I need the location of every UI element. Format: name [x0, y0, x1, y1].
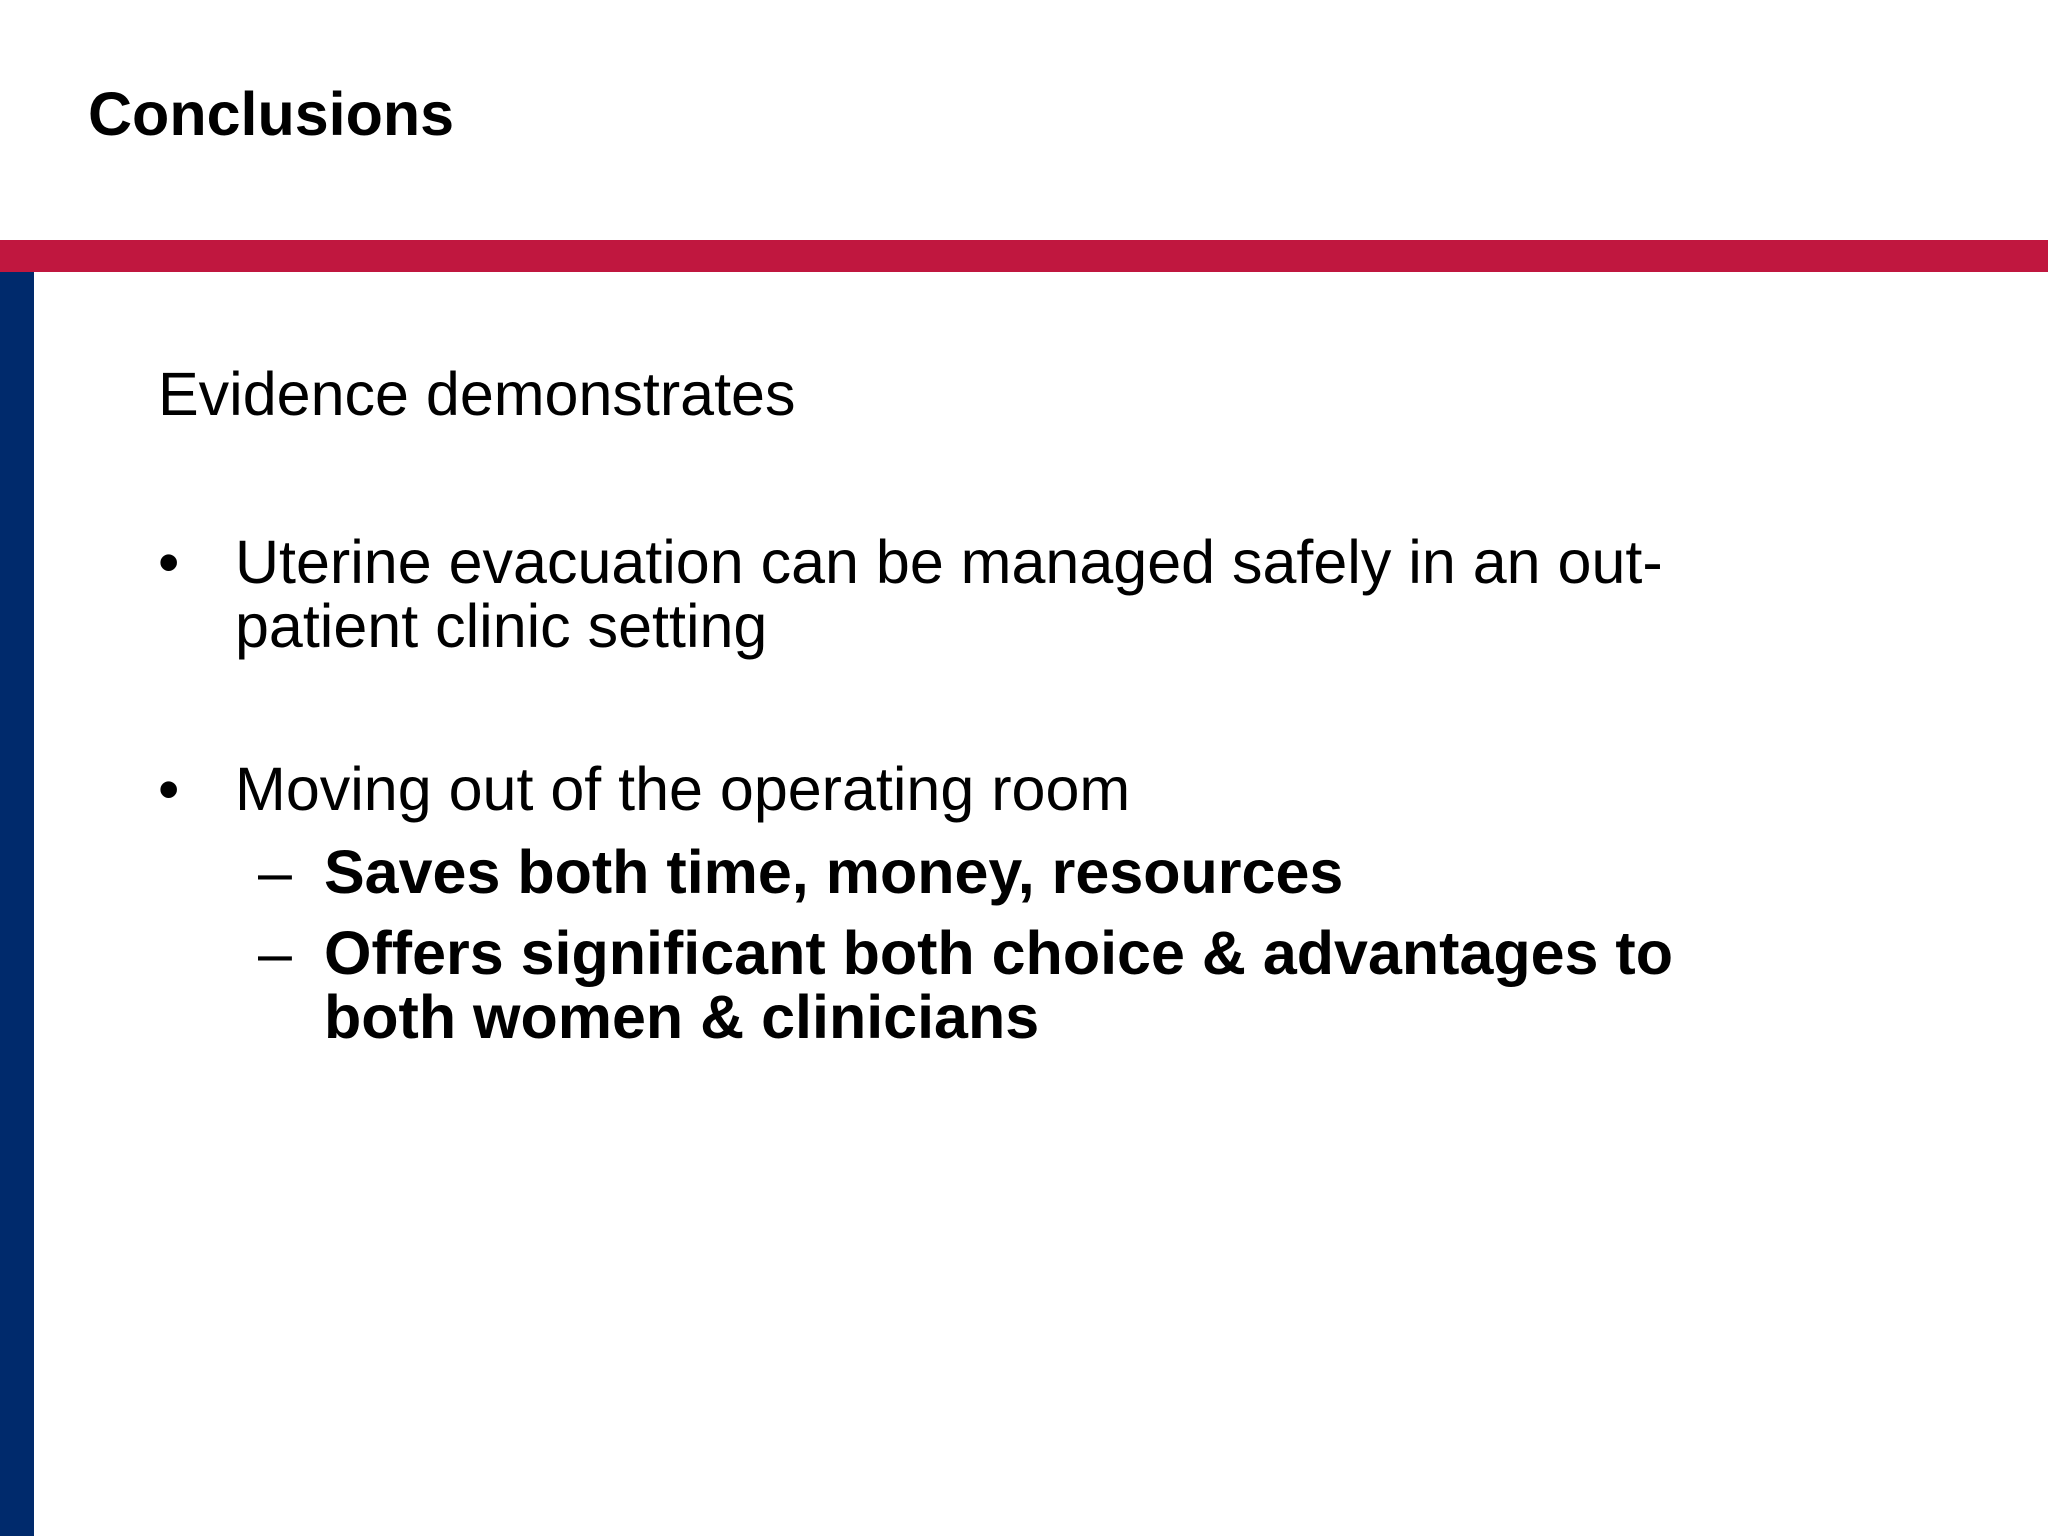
bullet-marker: •	[158, 528, 180, 596]
dash-marker: –	[258, 838, 292, 906]
sub-item-text	[324, 921, 1924, 1049]
slide-title: Conclusions	[88, 80, 455, 148]
sub-item-2	[258, 921, 1918, 1049]
bullet-text-line-2: patient clinic setting	[235, 592, 768, 660]
sub-item-1	[258, 840, 1918, 904]
bullet-text-line-1: Uterine evacuation can be managed safely in an out-	[235, 528, 1663, 596]
sub-item-text: Saves both time, money, resources	[324, 838, 1344, 906]
bullet-text	[235, 530, 1915, 658]
dash-marker: –	[258, 919, 292, 987]
bullet-text: Moving out of the operating room	[235, 755, 1131, 823]
bullet-item-2	[158, 757, 1918, 821]
bullet-marker: •	[158, 755, 180, 823]
sub-item-text-line-2: both women & clinicians	[324, 983, 1040, 1051]
sub-item-text-line-1: Offers significant both choice & advantages to	[324, 919, 1673, 987]
intro-text: Evidence demonstrates	[158, 360, 796, 428]
bullet-item-1	[158, 530, 1918, 658]
